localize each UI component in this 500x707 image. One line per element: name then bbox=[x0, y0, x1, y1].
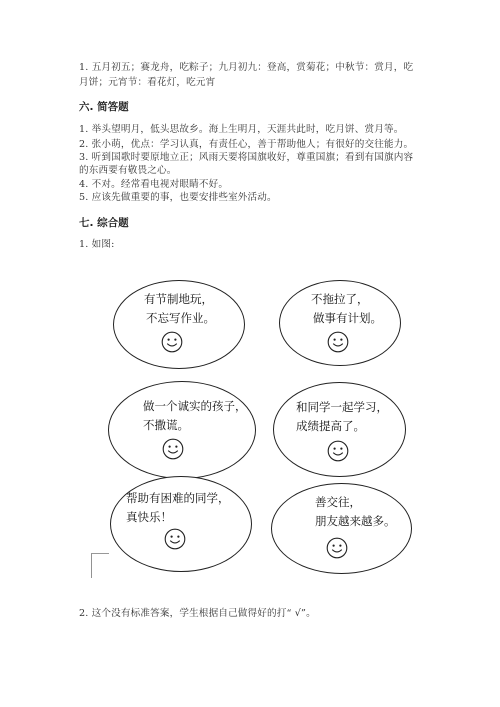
section6-line-2: 2. 张小萌，优点：学习认真，有责任心，善于帮助他人；有很好的交往能力。 bbox=[79, 139, 414, 150]
section6-line-5: 4. 不对。经常看电视对眼睛不好。 bbox=[79, 179, 229, 190]
bubble-6-line-2: 朋友越来越多。 bbox=[315, 514, 396, 528]
bubble-5-line-2: 真快乐！ bbox=[126, 510, 172, 524]
bubble-1-line-1: 有节制地玩， bbox=[144, 292, 213, 306]
bubble-3-line-1: 做一个诚实的孩子， bbox=[143, 399, 247, 413]
bubble-1-line-2: 不忘写作业。 bbox=[146, 311, 215, 325]
bubble-6-line-1: 善交往， bbox=[315, 495, 361, 509]
bubble-3-line-2: 不撒谎。 bbox=[143, 418, 189, 432]
section7-title: 七. 综合题 bbox=[79, 217, 129, 229]
section6-line-6: 5. 应该先做重要的事，也要安排些室外活动。 bbox=[79, 192, 277, 203]
smiley-face-icon bbox=[161, 331, 183, 353]
section7-question-1: 1. 如图: bbox=[79, 239, 115, 250]
bubble-4-line-1: 和同学一起学习， bbox=[296, 400, 388, 414]
smiley-face-icon bbox=[164, 528, 186, 550]
section6-line-3: 3. 听到国歌时要原地立正；风雨天要将国旗收好，尊重国旗；看到有国旗内容 bbox=[79, 152, 414, 163]
bubble-2-line-1: 不拖拉了， bbox=[311, 292, 369, 306]
section6-line-4: 的东西要有敬畏之心。 bbox=[79, 165, 177, 176]
smiley-face-icon bbox=[326, 537, 348, 559]
section6-title: 六. 简答题 bbox=[79, 101, 129, 113]
bubble-2-line-2: 做事有计划。 bbox=[313, 311, 382, 325]
section6-line-1: 1. 举头望明月，低头思故乡。海上生明月，天涯共此时，吃月饼、赏月等。 bbox=[79, 124, 404, 135]
bubble-5-line-1: 帮助有困难的同学， bbox=[126, 491, 230, 505]
section5-item1-line1: 1. 五月初五；赛龙舟，吃粽子；九月初九：登高，赏菊花；中秋节：赏月，吃 bbox=[79, 62, 414, 73]
crop-corner-mark bbox=[91, 553, 109, 579]
smiley-face-icon bbox=[162, 438, 184, 460]
section5-item1-line2: 月饼；元宵节：看花灯，吃元宵 bbox=[79, 77, 216, 88]
smiley-face-icon bbox=[327, 331, 349, 353]
smiley-face-icon bbox=[327, 440, 349, 462]
section7-question-2: 2. 这个没有标准答案，学生根据自己做得好的打“ √”。 bbox=[79, 608, 316, 619]
bubble-4-line-2: 成绩提高了。 bbox=[296, 419, 365, 433]
